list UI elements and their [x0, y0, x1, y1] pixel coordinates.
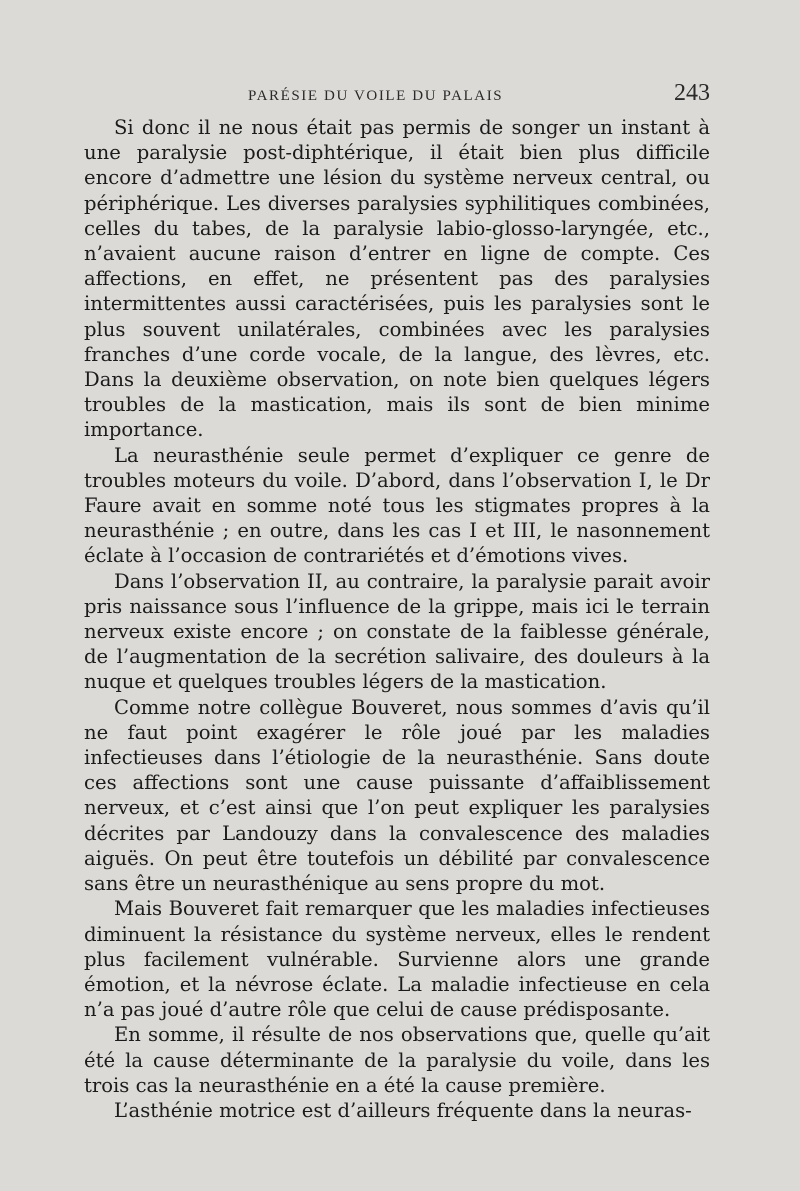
paragraph: Mais Bouveret fait remarquer que les maladies infectieuses diminuent la résistance du système nerveux, elles le rendent plus facilement vulnérable. Survienne alors une grande émotion, et la névrose éclate. La maladie infectieuse en cela n’a pas joué d’autre rôle que celui de cause prédisposante. [84, 897, 710, 1022]
paragraph: Dans l’observation II, au contraire, la paralysie parait avoir pris naissance sous l’influence de la grippe, mais ici le terrain nerveux existe encore ; on constate de la faiblesse générale, de l’augmentation de la secrétion salivaire, des douleurs à la nuque et quelques troubles légers de la mastication. [84, 569, 710, 694]
paragraph: En somme, il résulte de nos observations que, quelle qu’ait été la cause déterminante de la paralysie du voile, dans les trois cas la neurasthénie en a été la cause première. [84, 1023, 710, 1097]
paragraph: L’asthénie motrice est d’ailleurs fréquente dans la neuras- [114, 1098, 692, 1122]
paragraph: Si donc il ne nous était pas permis de songer un instant à une paralysie post-diphtérique, il était bien plus difficile encore d’admettre une lésion du système nerveux central, ou périphérique. Les diverses paralysies syphilitiques combinées, celles du tabes, de la paralysie labio-glosso-laryngée, etc., n’avaient aucune raison d’entrer en ligne de compte. Ces affections, en effet, ne présentent pas des paralysies intermittentes aussi caractérisées, puis les paralysies sont le plus souvent unilatérales, combinées avec les paralysies franches d’une corde vocale, de la langue, des lèvres, etc. Dans la deuxième observation, on note bien quelques légers troubles de la mastication, mais ils sont de bien minime importance. [84, 116, 710, 442]
body-text [84, 115, 710, 1123]
running-title: PARÉSIE DU VOILE DU PALAIS [248, 88, 504, 104]
running-head [84, 80, 710, 110]
paragraph: Comme notre collègue Bouveret, nous sommes d’avis qu’il ne faut point exagérer le rôle joué par les maladies infectieuses dans l’étiologie de la neurasthénie. Sans doute ces affections sont une cause puissante d’affaiblissement nerveux, et c’est ainsi que l’on peut expliquer les paralysies décrites par Landouzy dans la convalescence des maladies aiguës. On peut être toutefois un débilité par convalescence sans être un neurasthénique au sens propre du mot. [84, 695, 710, 896]
page-number: 243 [674, 80, 710, 106]
paragraph: La neurasthénie seule permet d’expliquer ce genre de troubles moteurs du voile. D’abord, dans l’observation I, le Dr Faure avait en somme noté tous les stigmates propres à la neurasthénie ; en outre, dans les cas I et III, le nasonnement éclate à l’occasion de contrariétés et d’émotions vives. [84, 443, 710, 568]
